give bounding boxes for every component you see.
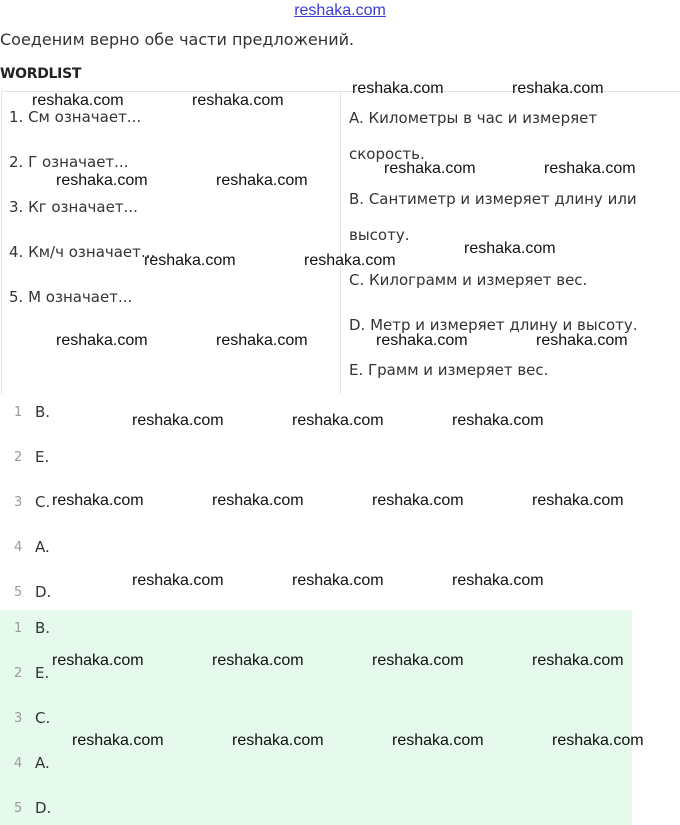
watermark: reshaka.com [384,160,476,177]
watermark: reshaka.com [32,92,124,109]
wordlist-right-item-a: A. Километры в час и измеряет скорость. [349,109,598,163]
answer-number: 2 [14,666,23,681]
watermark: reshaka.com [372,652,464,669]
wordlist-right-item-d: D. Метр и измеряет длину и высоту. [349,316,638,334]
answer-letter: C. [35,493,51,511]
watermark: reshaka.com [52,492,144,509]
watermark: reshaka.com [216,172,308,189]
answer-letter: A. [35,538,50,556]
watermark: reshaka.com [552,732,644,749]
watermark: reshaka.com [512,80,604,97]
correct-answers [0,610,632,825]
watermark: reshaka.com [212,652,304,669]
watermark: reshaka.com [132,572,224,589]
watermark: reshaka.com [212,492,304,509]
wordlist-title: WORDLIST [0,66,82,82]
watermark: reshaka.com [392,732,484,749]
watermark: reshaka.com [532,652,624,669]
watermark: reshaka.com [56,332,148,349]
watermark: reshaka.com [292,412,384,429]
watermark: reshaka.com [532,492,624,509]
wordlist-right-item-c: C. Килограмм и измеряет вес. [349,271,588,289]
answer-number: 2 [14,450,23,465]
watermark: reshaka.com [452,572,544,589]
watermark: reshaka.com [56,172,148,189]
wordlist-left-item-4: 4. Км/ч означает... [9,243,156,261]
column-divider [340,92,341,394]
answer-number: 4 [14,756,23,771]
watermark: reshaka.com [132,412,224,429]
watermark: reshaka.com [452,412,544,429]
answer-letter: A. [35,754,50,772]
answer-letter: B. [35,619,51,637]
watermark: reshaka.com [192,92,284,109]
task-instruction: Соедeним верно обе части предложений. [0,30,355,49]
answer-letter: C. [35,709,51,727]
answer-number: 4 [14,540,23,555]
wordlist-left-item-1: 1. См означает... [9,108,142,126]
answer-number: 3 [14,711,23,726]
answer-letter: E. [35,448,50,466]
watermark: reshaka.com [232,732,324,749]
answer-number: 5 [14,801,23,816]
wordlist-right-item-b: B. Сантиметр и измеряет длину или высоту. [349,190,637,244]
watermark: reshaka.com [372,492,464,509]
watermark: reshaka.com [144,252,236,269]
wordlist-left-item-2: 2. Г означает... [9,153,129,171]
watermark: reshaka.com [72,732,164,749]
answer-number: 1 [14,405,23,420]
answer-letter: D. [35,583,52,601]
watermark: reshaka.com [544,160,636,177]
watermark: reshaka.com [216,332,308,349]
answer-number: 1 [14,621,23,636]
wordlist-right-item-e: E. Грамм и измеряет вес. [349,361,549,379]
wordlist-left-item-5: 5. М означает... [9,288,133,306]
answer-letter: D. [35,799,52,817]
watermark: reshaka.com [376,332,468,349]
answer-number: 5 [14,585,23,600]
watermark: reshaka.com [292,572,384,589]
site-link[interactable]: reshaka.com [294,2,386,19]
answer-letter: E. [35,664,50,682]
answer-number: 3 [14,495,23,510]
watermark: reshaka.com [352,80,444,97]
watermark: reshaka.com [536,332,628,349]
wordlist-left-item-3: 3. Кг означает... [9,198,138,216]
watermark: reshaka.com [304,252,396,269]
answer-letter: B. [35,403,51,421]
watermark: reshaka.com [464,240,556,257]
watermark: reshaka.com [52,652,144,669]
